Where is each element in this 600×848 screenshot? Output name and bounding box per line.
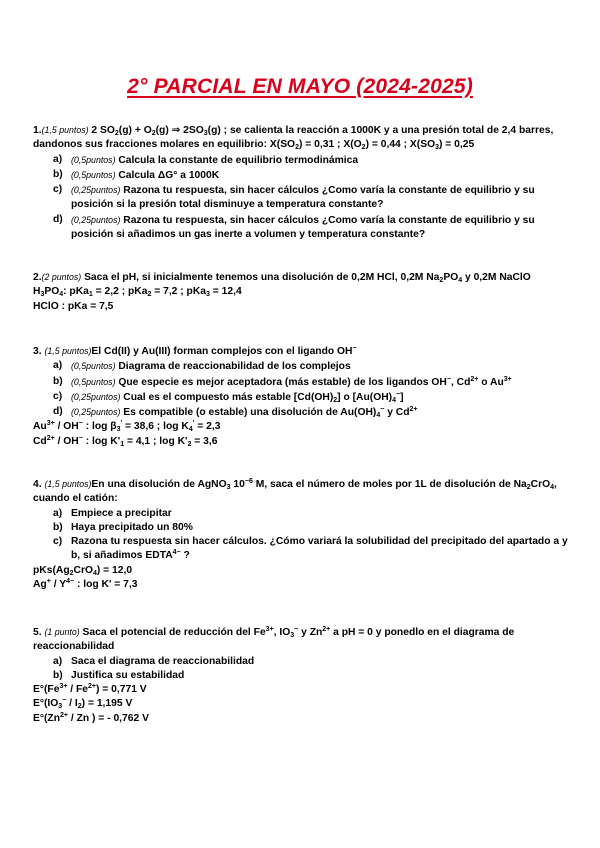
question-5-data-fe: $E^\circ(Fe^{3+} / Fe^{2+}) = 0,771$ V: [33, 683, 147, 696]
list-item: b) Justifica su estabilidad: [53, 669, 185, 681]
list-item: c) Razona tu respuesta sin hacer cálculos. ¿Cómo variará la solubilidad del precipitado del apartado a y b, si añadimos $EDTA^{4-}$ ?: [53, 536, 568, 562]
list-item: c) (0,25puntos) Razona tu respuesta, sin hacer cálculos ¿Como varía la constante de equilibrio y su posición si la presión total disminuye a temperatura constante?: [53, 184, 535, 211]
question-5-statement: 5. (1 punto) Saca el potencial de reducción del $Fe^{3+}$, $IO_3^-$ y $Zn^{2+}$ a pH = 0 y ponedlo en el diagrama de reaccionabilidad: [33, 626, 515, 653]
question-3: [33, 344, 568, 449]
question-2-statement: 2.(2 puntos) Saca el pH, si inicialmente tenemos una disolución de 0,2M HCl, 0,2M $Na_2PO_4$ y 0,2M NaClO: [33, 272, 531, 284]
list-item: b) Haya precipitado un 80%: [53, 521, 193, 533]
question-4-items: [33, 507, 568, 564]
question-3-data-au: $Au^{3+} / OH^-$ : $\log \beta_3' = 38,6$ ; $\log K_4' = 2,3$: [33, 420, 221, 434]
question-3-statement: 3. (1,5 puntos)El Cd(II) y Au(III) forman complejos con el ligando OH−: [33, 345, 357, 357]
question-5-data-io3: $E^\circ(IO_3^- / I_2) = 1,195$ V: [33, 697, 133, 711]
list-item: a) Empiece a precipitar: [53, 507, 172, 519]
question-3-items: [33, 359, 568, 420]
question-5-items: [33, 655, 568, 684]
question-2-data-h3po4: $H_3PO_4$: pKa$_1$ = 2,2 ; pKa$_2$ = 7,2 ; pKa$_3$ = 12,4: [33, 286, 242, 299]
list-item: a) (0,5puntos) Diagrama de reaccionabilidad de los complejos: [53, 360, 351, 373]
list-item: b) (0,5puntos) Que especie es mejor aceptadora (más estable) de los ligandos OH−, $Cd^{2+}$ o $Au^{3+}$: [53, 375, 512, 388]
question-1: [33, 123, 568, 242]
question-4-data-ag: $Ag^+ / Y^{4-}$ : log K' = 7,3: [33, 578, 138, 591]
question-2-data-hclo: HClO : pKa = 7,5: [33, 300, 114, 312]
question-1-items: [33, 153, 568, 243]
page-title: 2° PARCIAL EN MAYO (2024-2025): [127, 75, 473, 98]
question-5: [33, 625, 568, 726]
question-4-data-pks: $pKs(Ag_2CrO_4) = 12,0$: [33, 564, 133, 577]
question-5-data-zn: $E^\circ(Zn^{2+}$ / Zn ) = - 0,762 V: [33, 711, 149, 724]
list-item: d) (0,25puntos) Es compatible (o estable) una disolución de $Au(OH)_4^-$ y $Cd^{2+}$: [53, 406, 418, 420]
question-3-data-cd: $Cd^{2+} / OH^-$ : $\log K'_1 = 4,1$ ; $\log K'_2 = 3,6$: [33, 434, 218, 448]
question-2: [33, 270, 568, 314]
list-item: d) (0,25puntos) Razona tu respuesta, sin hacer cálculos ¿Como varía la constante de equilibrio y su posición si añadimos un gas inerte a volumen y temperatura constante?: [53, 213, 535, 241]
question-1-statement: 1.(1,5 puntos) 2 $SO_2(g) + O_2(g)$ ⇒ $2SO_3(g)$ ; se calienta la reacción a 1000K y a una presión total de 2,4 barres, dandonos sus fracciones molares en equilibrio: $X(SO_2) = 0,31$ ; $X(O_2) = 0,44$ ; $X(SO_3) = 0,25$: [33, 125, 554, 152]
question-4-statement: 4. (1,5 puntos)En una disolución de AgNO$_3$ $10^{-6}$ M, saca el número de moles por 1L de disolución de $Na_2CrO_4$, cuando el catión:: [33, 478, 557, 505]
list-item: c) (0,25puntos) Cual es el compuesto más estable $[Cd(OH)_2]$ o $[Au(OH)_4^-]$: [53, 390, 404, 404]
list-item: b) (0,5puntos) Calcula ΔG° a 1000K: [53, 168, 220, 181]
list-item: a) (0,5puntos) Calcula la constante de equilibrio termodinámica: [53, 153, 359, 166]
question-4: [33, 477, 568, 592]
list-item: a) Saca el diagrama de reaccionabilidad: [53, 655, 255, 667]
